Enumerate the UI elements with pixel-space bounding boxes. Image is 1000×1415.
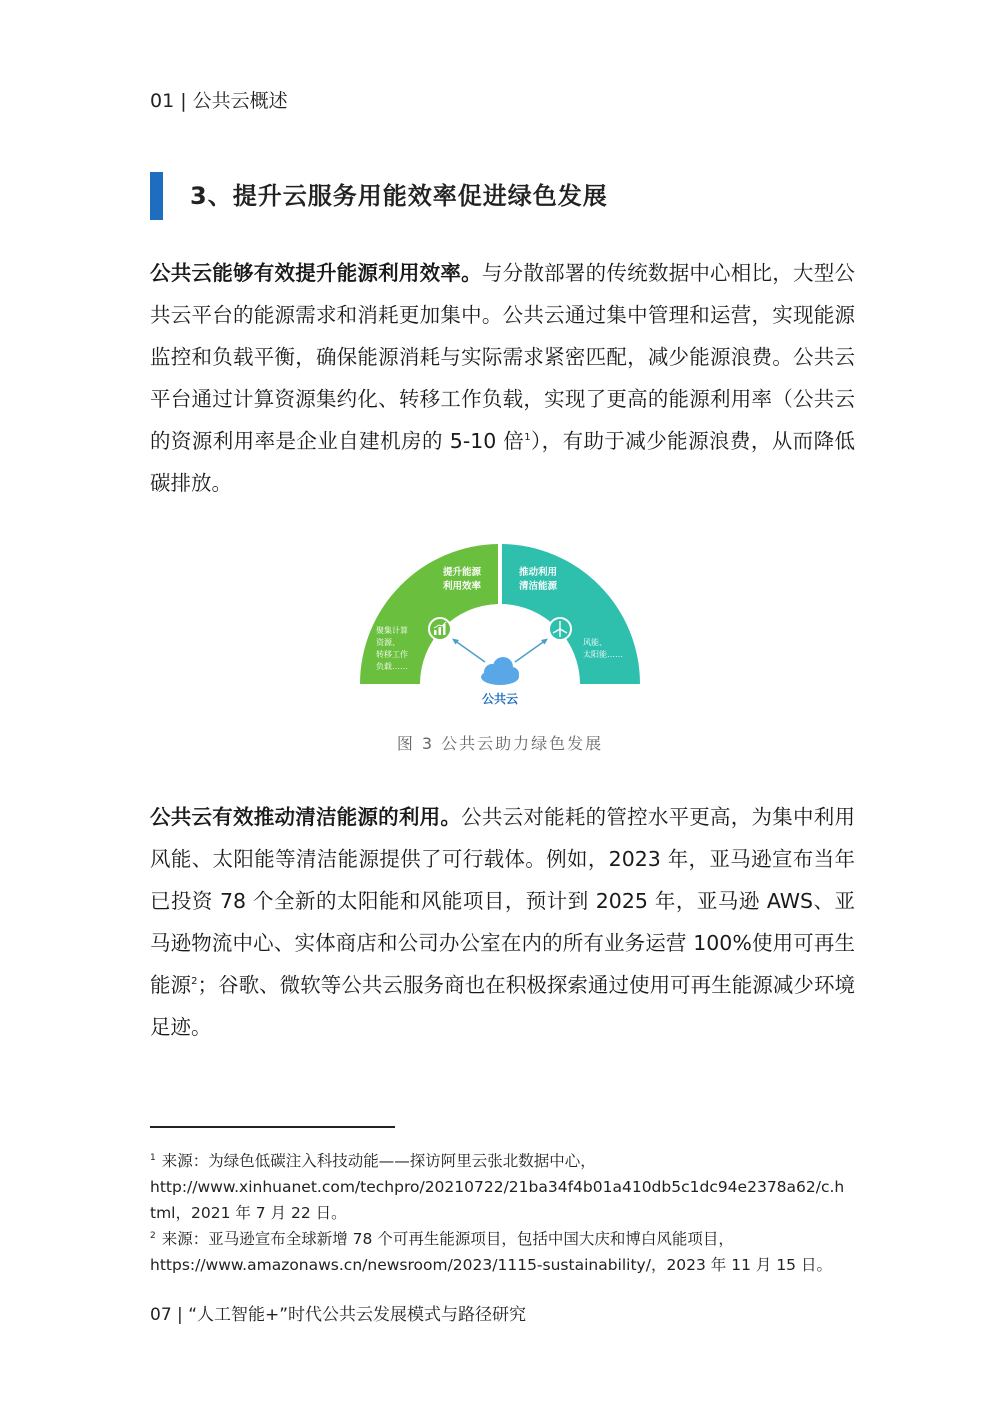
paragraph-lead: 公共云有效推动清洁能源的利用。 xyxy=(150,805,462,829)
right-segment-title-line1: 推动利用 xyxy=(518,567,558,578)
chapter-header xyxy=(150,86,288,113)
footnote-item xyxy=(150,1226,850,1278)
footnotes xyxy=(150,1148,850,1278)
footer-page-number: 07 xyxy=(150,1305,172,1325)
green-development-diagram xyxy=(355,540,645,715)
left-note-line4: 负载…… xyxy=(376,662,408,671)
paragraph-lead: 公共云能够有效提升能源利用效率。 xyxy=(150,261,482,285)
right-segment xyxy=(502,544,640,684)
footnote-ref: 2 xyxy=(191,976,198,988)
paragraph-text: 与分散部署的传统数据中心相比，大型公共云平台的能源需求和消耗更加集中。公共云通过集中管理和运营，实现能源监控和负载平衡，确保能源消耗与实际需求紧密匹配，减少能源浪费。公共云平台通过计算资源集约化、转移工作负载，实现了更高的能源利用率（公共云的资源利用率是企业自建机房的 5-10 倍 xyxy=(150,261,856,453)
right-note-line2: 太阳能…… xyxy=(583,650,623,659)
center-label: 公共云 xyxy=(481,692,519,706)
left-note-line3: 转移工作 xyxy=(376,650,408,659)
page-footer xyxy=(150,1300,526,1325)
header-page-number: 01 xyxy=(150,90,175,112)
paragraph-clean-energy xyxy=(150,796,855,1048)
figure-caption: 图 3 公共云助力绿色发展 xyxy=(396,734,604,753)
footnote-number: 1 xyxy=(150,1152,156,1163)
section-title: 3、提升云服务用能效率促进绿色发展 xyxy=(190,182,608,210)
footnote-url[interactable]: https://www.amazonaws.cn/newsroom/2023/1115-sustainability/ xyxy=(150,1256,651,1274)
left-note-line2: 资源、 xyxy=(376,638,400,647)
arrow-to-right-icon xyxy=(515,639,548,663)
footnote-date: ，2021 年 7 月 22 日。 xyxy=(175,1204,347,1222)
header-separator: | xyxy=(180,90,187,112)
footnote-url[interactable]: http://www.xinhuanet.com/techpro/20210722/21ba34f4b01a410db5c1dc94e2378a62/c.html xyxy=(150,1178,845,1222)
paragraph-text: ），有助于减少能源浪费，从而降低碳排放。 xyxy=(150,429,856,495)
paragraph-text: ；谷歌、微软等公共云服务商也在积极探索通过使用可再生能源减少环境足迹。 xyxy=(150,973,856,1039)
footnote-divider xyxy=(150,1126,395,1128)
right-segment-title-line2: 清洁能源 xyxy=(518,581,558,592)
paragraph-text: 公共云对能耗的管控水平更高，为集中利用风能、太阳能等清洁能源提供了可行载体。例如，2023 年，亚马逊宣布当年已投资 78 个全新的太阳能和风能项目，预计到 2025 年，亚马逊 AWS、亚马逊物流中心、实体商店和公司办公室在内的所有业务运营 100%使用可再生能源 xyxy=(150,805,856,997)
paragraph-energy-efficiency xyxy=(150,252,855,504)
bar-chart-icon xyxy=(429,618,451,640)
cloud-icon xyxy=(481,657,519,685)
wind-turbine-icon xyxy=(549,618,571,640)
footer-document-title: “人工智能+”时代公共云发展模式与路径研究 xyxy=(188,1305,527,1325)
footnote-text: 来源：亚马逊宣布全球新增 78 个可再生能源项目，包括中国大庆和博白风能项目， xyxy=(161,1230,734,1248)
arrow-to-left-icon xyxy=(452,639,485,663)
footnote-ref: 1 xyxy=(524,432,531,444)
footer-separator: | xyxy=(177,1305,183,1325)
left-note-line1: 聚集计算 xyxy=(376,626,408,635)
right-note-line1: 风能、 xyxy=(583,638,607,647)
footnote-date: ，2023 年 11 月 15 日。 xyxy=(650,1256,832,1274)
left-segment-title-line1: 提升能源 xyxy=(442,567,482,578)
section-accent-bar xyxy=(150,172,163,220)
header-chapter-title: 公共云概述 xyxy=(192,90,288,112)
footnote-number: 2 xyxy=(150,1230,156,1241)
footnote-text: 来源：为绿色低碳注入科技动能——探访阿里云张北数据中心， xyxy=(161,1152,596,1170)
footnote-item xyxy=(150,1148,850,1226)
left-segment-title-line2: 利用效率 xyxy=(442,581,482,592)
